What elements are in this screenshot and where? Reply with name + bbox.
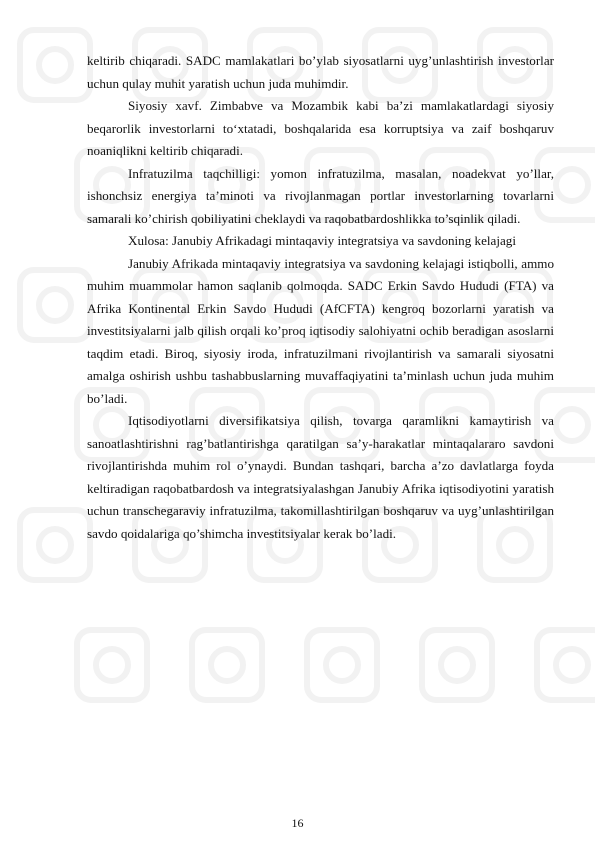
watermark-tile: [77, 630, 147, 700]
watermark-tile: [537, 630, 595, 700]
watermark-tile: [20, 270, 90, 340]
paragraph-6: Iqtisodiyotlarni diversifikatsiya qilish, tovarga qaramlikni kamaytirish va sanoatlashtirishni rag’batlantirishga qaratilgan sa’y-harakatlar mintaqalararo savdoni rivojlantirishda muhim rol o’ynaydi. Bundan tashqari, barcha a’zo davlatlarga foyda keltiradigan raqobatbardosh va integratsiyalashgan Janubiy Afrika iqtisodiyotini yaratish uchun transchegaraviy infratuzilma, takomillashtirilgan boshqaruv va uyg’unlashtirilgan savdo qoidalariga qo’shimcha investitsiyalar kerak bo’ladi.: [87, 413, 554, 541]
page-number: 16: [291, 816, 304, 830]
watermark-circle: [441, 649, 473, 681]
paragraph-5: Janubiy Afrikada mintaqaviy integratsiya va savdoning kelajagi istiqbolli, ammo muhim muammolar hamon saqlanib qolmoqda. SADC Erkin Savdo Hududi (FTA) va Afrika Kontinental Erkin Savdo Hududi (AfCFTA) kengroq bozorlarni yaratish va investitsiyalarni jalb qilish orqali ko’proq iqtisodiy salohiyatni ochib beradigan asoslarni taqdim etadi. Biroq, siyosiy iroda, infratuzilmani rivojlantirish va samarali siyosatni amalga oshirish ushbu tashabbuslarning muvaffaqiyatini ta’minlash uchun juda muhim bo’ladi.: [87, 255, 554, 406]
watermark-tile: [20, 510, 90, 580]
watermark-tile: [192, 630, 262, 700]
watermark-circle: [39, 49, 71, 81]
watermark-circle: [556, 649, 588, 681]
watermark-circle: [326, 649, 358, 681]
watermark-tile: [307, 630, 377, 700]
watermark-circle: [556, 409, 588, 441]
paragraph-4-heading: Xulosa: Janubiy Afrikadagi mintaqaviy integratsiya va savdoning kelajagi: [128, 233, 516, 248]
watermark-circle: [39, 289, 71, 321]
watermark-circle: [211, 649, 243, 681]
paragraph-2: Siyosiy xavf. Zimbabve va Mozambik kabi ba’zi mamlakatlardagi siyosiy beqarorlik investorlarni to‘xtatadi, boshqalarida esa korruptsiya va zaif boshqaruv noaniqlikni keltirib chiqaradi.: [87, 98, 554, 158]
watermark-circle: [556, 169, 588, 201]
watermark-circle: [96, 649, 128, 681]
paragraph-3: Infratuzilma taqchilligi: yomon infratuzilma, masalan, noadekvat yo’llar, ishonchsiz energiya ta’minoti va rivojlanmagan portlar investorlarning tovarlarni samarali ko’chirish qobiliyatini cheklaydi va raqobatbardoshlikka to’sqinlik qiladi.: [87, 165, 554, 226]
watermark-tile: [20, 30, 90, 100]
paragraph-1: keltirib chiqaradi. SADC mamlakatlari bo’ylab siyosatlarni uyg’unlashtirish investorlar uchun qulay muhit yaratish uchun juda muhimdir.: [87, 53, 554, 91]
watermark-circle: [39, 529, 71, 561]
document-body: [87, 50, 554, 545]
watermark-tile: [422, 630, 492, 700]
